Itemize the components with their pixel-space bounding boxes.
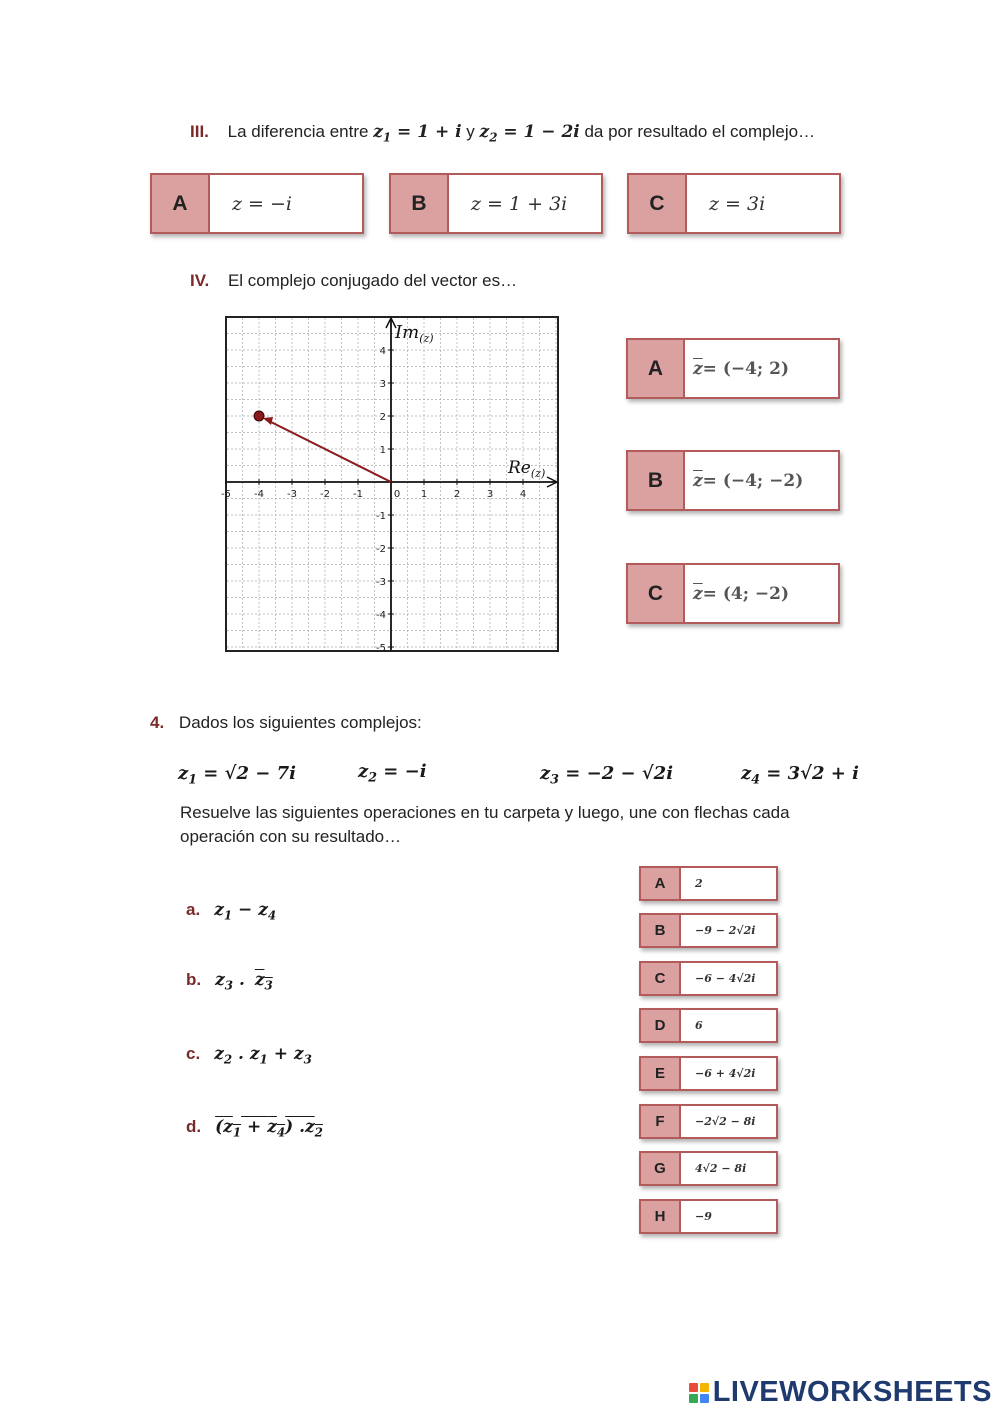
option-value: z = 3i bbox=[709, 192, 766, 215]
operation-d: d. $(z_1 + z_4)$ $.z_2$ bbox=[186, 1117, 323, 1140]
brand-name: LIVEWORKSHEETS bbox=[712, 1376, 992, 1408]
liveworksheets-brand bbox=[689, 1376, 992, 1409]
instructions bbox=[180, 801, 790, 849]
answer-letter: G bbox=[641, 1153, 681, 1184]
x-tick-label: -4 bbox=[254, 489, 264, 500]
section-4-number: 4. bbox=[150, 713, 165, 732]
x-tick-label: 0 bbox=[393, 489, 401, 500]
answer-letter: E bbox=[641, 1058, 681, 1089]
option-letter: A bbox=[152, 175, 210, 232]
section-4-heading bbox=[150, 713, 422, 733]
instructions-line-2: operación con su resultado… bbox=[180, 827, 402, 846]
answer-value: −6 − 4√2i bbox=[695, 972, 756, 985]
instructions-line-1: Resuelve las siguientes operaciones en tu carpeta y luego, une con flechas cada bbox=[180, 803, 790, 822]
x-tick-label: -2 bbox=[320, 489, 330, 500]
answer-a[interactable] bbox=[639, 866, 778, 901]
x-tick-label: 1 bbox=[420, 489, 428, 500]
answer-value: 4√2 − 8i bbox=[695, 1162, 747, 1175]
x-tick-label: -5 bbox=[221, 489, 231, 500]
y-tick-label: -2 bbox=[376, 544, 386, 555]
given-z2: $z_2 = -i$ bbox=[358, 761, 427, 785]
answer-letter: A bbox=[641, 868, 681, 899]
option-value: $\overline{z}$ = (−4; −2) bbox=[693, 470, 804, 491]
answer-d[interactable] bbox=[639, 1008, 778, 1043]
section-4-title: Dados los siguientes complejos: bbox=[178, 713, 422, 732]
q3-y: y bbox=[461, 122, 480, 141]
option-letter: C bbox=[628, 565, 685, 622]
answer-g[interactable] bbox=[639, 1151, 778, 1186]
given-z1: $z_1 = √2 - 7i$ bbox=[178, 763, 296, 787]
question-iii-text-after: da por resultado el complejo… bbox=[579, 122, 816, 141]
y-tick-label: 1 bbox=[379, 445, 386, 456]
operation-c: c. $z_2$ . $z_1 + z_3$ bbox=[186, 1044, 312, 1067]
x-tick-label: 3 bbox=[486, 489, 494, 500]
complex-plane-graph bbox=[221, 316, 559, 654]
operation-a: a. $z_1 - z_4$ bbox=[186, 900, 277, 923]
im-axis-label: $Im_{(z)}$ bbox=[395, 322, 434, 345]
question-iii-text-before: La diferencia entre bbox=[227, 122, 374, 141]
question-iv bbox=[190, 271, 517, 291]
y-tick-label: -4 bbox=[376, 610, 386, 621]
option-value: z = 1 + 3i bbox=[471, 192, 568, 215]
answer-value: −9 − 2√2i bbox=[695, 924, 756, 937]
y-tick-label: 3 bbox=[379, 379, 386, 390]
y-tick-label: 4 bbox=[379, 346, 386, 357]
answer-e[interactable] bbox=[639, 1056, 778, 1091]
option-letter: C bbox=[629, 175, 687, 232]
question-iv-numeral: IV. bbox=[190, 271, 210, 290]
answer-letter: D bbox=[641, 1010, 681, 1041]
x-tick-label: -1 bbox=[353, 489, 363, 500]
answer-h[interactable] bbox=[639, 1199, 778, 1234]
answer-letter: B bbox=[641, 915, 681, 946]
y-tick-label: -5 bbox=[376, 643, 386, 654]
operation-b: b. $z_3$ . $z_3$ bbox=[186, 970, 273, 993]
liveworksheets-logo-icon bbox=[689, 1383, 709, 1403]
option-value: $\overline{z}$ = (4; −2) bbox=[693, 583, 790, 604]
answer-value: −9 bbox=[695, 1210, 712, 1223]
q4-option-c[interactable] bbox=[626, 563, 840, 624]
q3-z1: $z_1 = 1 + i$ bbox=[373, 122, 462, 145]
option-value: $\overline{z}$ = (−4; 2) bbox=[693, 358, 790, 379]
q4-option-a[interactable] bbox=[626, 338, 840, 399]
y-tick-label: -3 bbox=[376, 577, 386, 588]
answer-value: −6 + 4√2i bbox=[695, 1067, 756, 1080]
question-iii bbox=[190, 122, 815, 144]
x-tick-label: 2 bbox=[453, 489, 461, 500]
answer-f[interactable] bbox=[639, 1104, 778, 1139]
question-iv-text: El complejo conjugado del vector es… bbox=[227, 271, 518, 290]
option-letter: B bbox=[628, 452, 685, 509]
answer-letter: H bbox=[641, 1201, 681, 1232]
option-letter: B bbox=[391, 175, 449, 232]
q3-option-c[interactable] bbox=[627, 173, 841, 234]
answer-c[interactable] bbox=[639, 961, 778, 996]
option-letter: A bbox=[628, 340, 685, 397]
question-iii-numeral: III. bbox=[190, 122, 209, 141]
answer-letter: C bbox=[641, 963, 681, 994]
q4-option-b[interactable] bbox=[626, 450, 840, 511]
y-tick-label: 2 bbox=[379, 412, 386, 423]
answer-value: 2 bbox=[695, 877, 703, 890]
answer-letter: F bbox=[641, 1106, 681, 1137]
given-z4: $z_4 = 3√2 + i$ bbox=[741, 763, 859, 787]
answer-b[interactable] bbox=[639, 913, 778, 948]
answer-value: −2√2 − 8i bbox=[695, 1115, 756, 1128]
q3-option-b[interactable] bbox=[389, 173, 603, 234]
x-tick-label: -3 bbox=[287, 489, 297, 500]
option-value: z = −i bbox=[232, 192, 293, 215]
vector-endpoint bbox=[254, 411, 264, 421]
x-tick-label: 4 bbox=[519, 489, 527, 500]
y-tick-label: -1 bbox=[376, 511, 386, 522]
q3-z2: $z_2 = 1 - 2i$ bbox=[479, 122, 580, 145]
given-z3: $z_3 = -2 - √2i$ bbox=[540, 763, 674, 787]
answer-value: 6 bbox=[695, 1019, 703, 1032]
re-axis-label: $Re_{(z)}$ bbox=[508, 458, 546, 480]
q3-option-a[interactable] bbox=[150, 173, 364, 234]
